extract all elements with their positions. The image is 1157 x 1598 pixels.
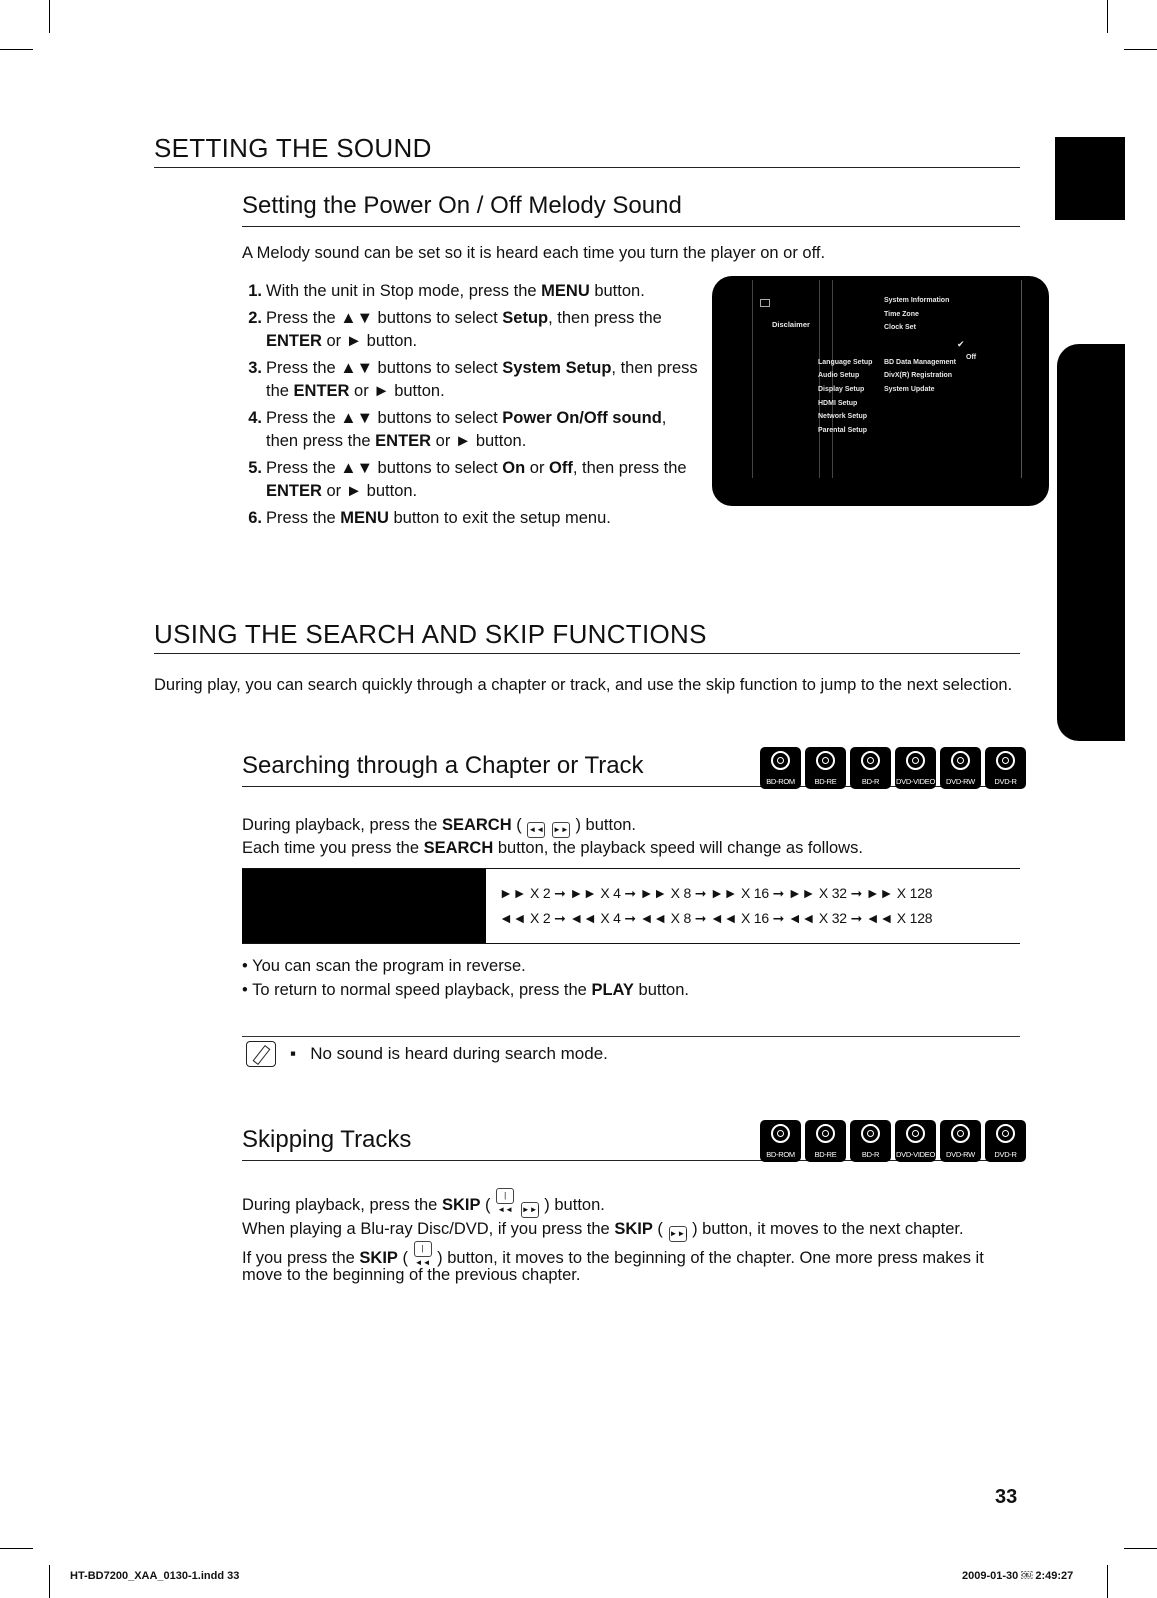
dvd-r-disc-icon: DVD-R — [985, 747, 1026, 789]
dvd-video-disc-icon: DVD-VIDEO — [895, 1120, 936, 1162]
dvd-rw-disc-icon: DVD-RW — [940, 747, 981, 789]
footer-file-name: HT-BD7200_XAA_0130-1.indd 33 — [70, 1570, 240, 1582]
step-4: 4. Press the ▲▼ buttons to select Power On/Off sound, then press the ENTER or ► button. — [248, 409, 667, 450]
subsection-title-searching: Searching through a Chapter or Track — [242, 752, 1020, 787]
search-instruction-2: Each time you press the SEARCH button, the playback speed will change as follows. — [242, 839, 863, 857]
crop-mark — [1107, 0, 1108, 33]
step-5: 5. Press the ▲▼ buttons to select On or Off, then press the ENTER or ► button. — [248, 459, 687, 500]
side-tab — [1055, 137, 1125, 220]
search-bullets — [242, 954, 689, 1002]
skip-instruction-4: move to the beginning of the previous chapter. — [242, 1266, 581, 1284]
menu-language-setup[interactable]: Language Setup — [818, 359, 873, 366]
bullet-scan-reverse: • You can scan the program in reverse. — [242, 957, 526, 975]
step-6: 6. Press the MENU button to exit the setup menu. — [248, 509, 611, 527]
search-speed-table — [242, 868, 1020, 944]
menu-system-update[interactable]: System Update — [884, 386, 935, 393]
crop-mark — [1124, 49, 1157, 50]
section-title-sound: SETTING THE SOUND — [154, 133, 1020, 168]
subsection-title-melody: Setting the Power On / Off Melody Sound — [242, 192, 1020, 227]
menu-option-off[interactable]: Off — [966, 354, 977, 361]
check-icon: ✔ — [957, 339, 965, 349]
step-3: 3. Press the ▲▼ buttons to select System Setup, then press the ENTER or ► button. — [248, 359, 698, 400]
bd-rom-disc-icon: BD-ROM — [760, 1120, 801, 1162]
skip-instruction-1: During playback, press the SKIP ( |◄◄ ►►| ) button. — [242, 1188, 605, 1218]
menu-audio-setup[interactable]: Audio Setup — [818, 372, 860, 379]
step-1: 1. With the unit in Stop mode, press the MENU button. — [248, 282, 645, 300]
forward-speed-sequence: ►► X 2 ➞ ►► X 4 ➞ ►► X 8 ➞ ►► X 16 ➞ ►► X 32 ➞ ►► X 128 — [499, 885, 933, 901]
note-icon — [246, 1041, 276, 1067]
menu-time-zone[interactable]: Time Zone — [884, 311, 919, 318]
disc-icons-skipping — [760, 1120, 1026, 1162]
dvd-r-disc-icon: DVD-R — [985, 1120, 1026, 1162]
crop-mark — [1107, 1565, 1108, 1598]
section-title-search-skip: USING THE SEARCH AND SKIP FUNCTIONS — [154, 619, 1020, 654]
crop-mark — [1124, 1548, 1157, 1549]
crop-mark — [0, 1548, 33, 1549]
bd-re-disc-icon: BD-RE — [805, 1120, 846, 1162]
skip-next-button-icon: ►►| — [521, 1202, 539, 1218]
menu-hdmi-setup[interactable]: HDMI Setup — [818, 400, 858, 407]
menu-column-1 — [752, 280, 820, 478]
side-tab-chapter — [1057, 344, 1125, 741]
subsection-title-skipping: Skipping Tracks — [242, 1126, 1020, 1161]
crop-mark — [0, 49, 33, 50]
bullet-normal-speed: • To return to normal speed playback, press the PLAY button. — [242, 981, 689, 999]
note-divider — [242, 1036, 1020, 1037]
disclaimer-icon — [760, 299, 770, 307]
crop-mark — [49, 1565, 50, 1598]
skip-next-button-icon: ►►| — [669, 1226, 687, 1242]
menu-parental-setup[interactable]: Parental Setup — [818, 427, 868, 434]
footer-timestamp: 2009-01-30 ￼ 2:49:27 — [962, 1570, 1074, 1582]
fast-forward-button-icon: ►► — [552, 822, 570, 838]
search-skip-intro: During play, you can search quickly through a chapter or track, and use the skip function to jump to the next selection. — [154, 676, 1013, 694]
menu-divx-registration[interactable]: DivX(R) Registration — [884, 372, 953, 379]
skip-instruction-2: When playing a Blu-ray Disc/DVD, if you press the SKIP ( ►►| ) button, it moves to the next chapter. — [242, 1218, 964, 1242]
note-no-sound: ▪ No sound is heard during search mode. — [290, 1044, 608, 1063]
rewind-button-icon: ◄◄ — [527, 822, 545, 838]
skip-prev-button-icon: |◄◄ — [496, 1188, 514, 1204]
bd-re-disc-icon: BD-RE — [805, 747, 846, 789]
menu-display-setup[interactable]: Display Setup — [818, 386, 865, 393]
page-number: 33 — [995, 1486, 1018, 1508]
menu-bd-data-management[interactable]: BD Data Management — [884, 359, 956, 366]
step-2: 2. Press the ▲▼ buttons to select Setup, then press the ENTER or ► button. — [248, 309, 662, 350]
menu-network-setup[interactable]: Network Setup — [818, 413, 868, 420]
skip-prev-button-icon: |◄◄ — [414, 1241, 432, 1257]
menu-clock-set[interactable]: Clock Set — [884, 324, 916, 331]
skip-instruction-3: If you press the SKIP ( |◄◄ ) button, it moves to the beginning of the chapter. One more press makes it — [242, 1241, 984, 1270]
menu-system-information[interactable]: System Information — [884, 297, 950, 304]
search-instruction-1: During playback, press the SEARCH ( ◄◄ ►► ) button. — [242, 814, 636, 838]
bd-r-disc-icon: BD-R — [850, 1120, 891, 1162]
melody-intro: A Melody sound can be set so it is heard each time you turn the player on or off. — [242, 244, 826, 262]
menu-disclaimer[interactable]: Disclaimer — [772, 320, 810, 329]
dvd-video-disc-icon: DVD-VIDEO — [895, 747, 936, 789]
speed-table-label-cell — [242, 869, 486, 943]
dvd-rw-disc-icon: DVD-RW — [940, 1120, 981, 1162]
bd-r-disc-icon: BD-R — [850, 747, 891, 789]
reverse-speed-sequence: ◄◄ X 2 ➞ ◄◄ X 4 ➞ ◄◄ X 8 ➞ ◄◄ X 16 ➞ ◄◄ X 32 ➞ ◄◄ X 128 — [499, 910, 933, 926]
melody-steps — [242, 280, 702, 534]
disc-icons-searching — [760, 747, 1026, 789]
bd-rom-disc-icon: BD-ROM — [760, 747, 801, 789]
crop-mark — [49, 0, 50, 33]
setup-menu-screen — [712, 276, 1049, 506]
